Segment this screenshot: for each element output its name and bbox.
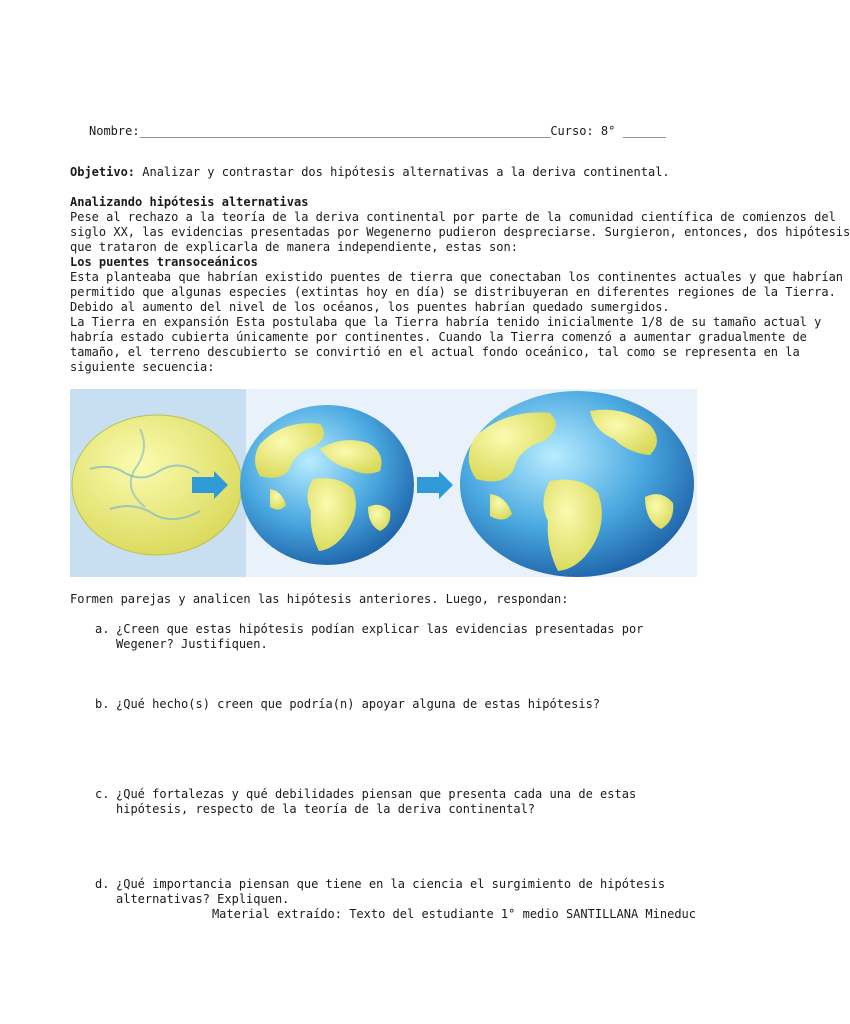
section-heading: Analizando hipótesis alternativas [70, 195, 309, 209]
nombre-label: Nombre: [89, 124, 140, 138]
curso-blank: ______ [622, 124, 666, 138]
subheading: Los puentes transoceánicos [70, 255, 258, 269]
question-letter: c. [95, 787, 110, 801]
question-letter: a. [95, 622, 110, 636]
body-line: siguiente secuencia: [70, 360, 215, 374]
intro-line: que trataron de explicarla de manera independiente, estas son: [70, 240, 518, 254]
body-line: permitido que algunas especies (extintas hoy en día) se distribuyeran en diferentes regiones de la Tierra. [70, 285, 836, 299]
instructions: Formen parejas y analicen las hipótesis anteriores. Luego, respondan: [70, 592, 569, 606]
question-letter: d. [95, 877, 110, 891]
question-text: ¿Qué hecho(s) creen que podría(n) apoyar alguna de estas hipótesis? [116, 697, 601, 711]
earth-expansion-figure [70, 389, 697, 577]
intro-line: siglo XX, las evidencias presentadas por Wegenerno pudieron despreciarse. Surgieron, entonces, dos hipótesis [70, 225, 850, 239]
intro-line: Pese al rechazo a la teoría de la deriva continental por parte de la comunidad científica de comienzos del [70, 210, 836, 224]
objetivo-text: Analizar y contrastar dos hipótesis alternativas a la deriva continental. [135, 165, 670, 179]
question-text: ¿Qué fortalezas y qué debilidades piensan que presenta cada una de estas hipótesis, respecto de la teoría de la deriva continental? [116, 787, 637, 816]
arrow-right-icon [417, 471, 453, 499]
nombre-blank: ______________________________________________________________ [139, 124, 551, 138]
body-line: Esta planteaba que habrían existido puentes de tierra que conectaban los continentes actuales y que habrían [70, 270, 844, 284]
body-line: tamaño, el terreno descubierto se convirtió en el actual fondo oceánico, tal como se representa en la [70, 345, 800, 359]
question-text: ¿Qué importancia piensan que tiene en la ciencia el surgimiento de hipótesis alternativas? Expliquen. [116, 877, 666, 906]
large-earth-icon [460, 391, 694, 577]
question-text: ¿Creen que estas hipótesis podían explicar las evidencias presentadas por Wegener? Justifiquen. [116, 622, 644, 651]
body-line: La Tierra en expansión Esta postulaba que la Tierra habría tenido inicialmente 1/8 de su tamaño actual y [70, 315, 822, 329]
source-credit: Material extraído: Texto del estudiante 1° medio SANTILLANA Mineduc [211, 907, 696, 921]
objetivo-label: Objetivo: [70, 165, 136, 179]
header-line [89, 124, 666, 139]
earth-expansion-illustration [70, 389, 697, 577]
medium-earth-icon [240, 405, 414, 565]
question-letter: b. [95, 697, 110, 711]
curso-label: Curso: 8° [550, 124, 616, 138]
objetivo-line [70, 165, 670, 180]
body-line: habría estado cubierta únicamente por continentes. Cuando la Tierra comenzó a aumentar gradualmente de [70, 330, 807, 344]
body-line: Debido al aumento del nivel de los océanos, los puentes habrían quedado sumergidos. [70, 300, 670, 314]
